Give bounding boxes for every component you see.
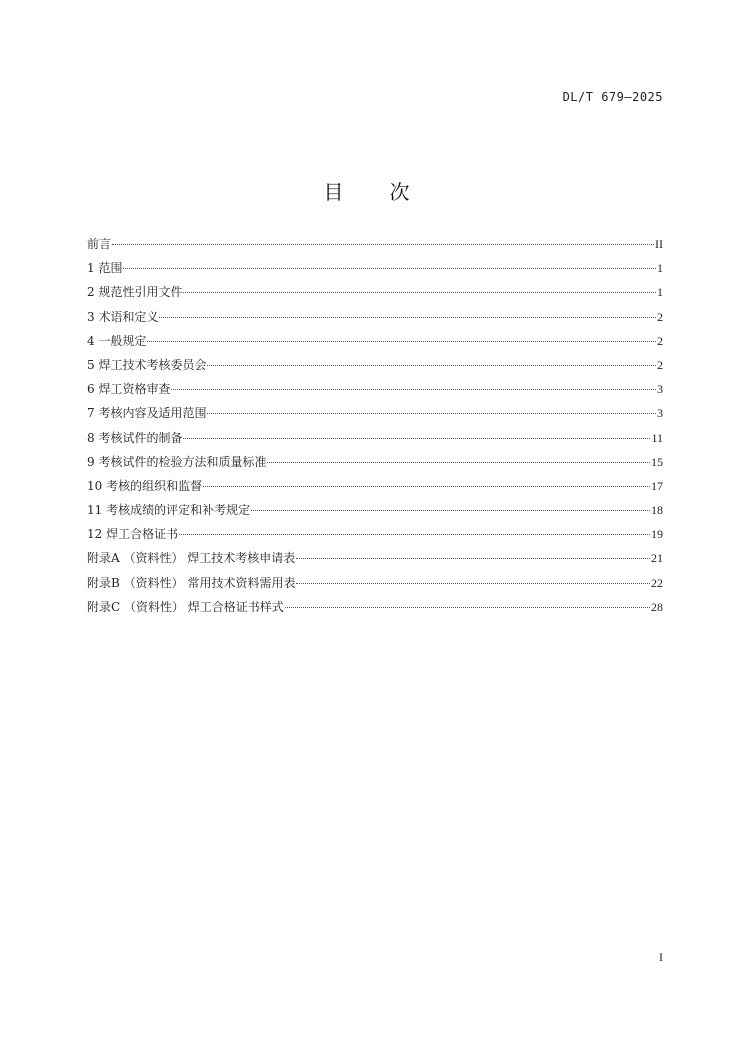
toc-entry[interactable] — [87, 548, 663, 572]
toc-entry[interactable] — [87, 379, 663, 403]
toc-entry-label: 6 焊工资格审查 — [87, 382, 171, 397]
toc-entry[interactable] — [87, 331, 663, 355]
toc-entry[interactable] — [87, 476, 663, 500]
toc-entry-label: 10 考核的组织和监督 — [87, 478, 203, 493]
toc-entry-page: 18 — [651, 503, 663, 518]
dot-leader — [285, 607, 650, 608]
toc-entry-label: 7 考核内容及适用范围 — [87, 406, 207, 421]
dot-leader — [159, 317, 656, 318]
document-code: DL/T 679—2025 — [562, 90, 663, 104]
toc-entry[interactable] — [87, 403, 663, 427]
page-title — [0, 176, 733, 205]
dot-leader — [267, 462, 650, 463]
dot-leader — [179, 534, 650, 535]
dot-leader — [207, 365, 656, 366]
toc-entry[interactable] — [87, 355, 663, 379]
toc-entry[interactable] — [87, 234, 663, 258]
dot-leader — [171, 389, 656, 390]
toc-entry-page: 22 — [651, 575, 663, 590]
toc-entry-page: II — [655, 237, 663, 251]
toc-entry-label: 8 考核试件的制备 — [87, 430, 183, 445]
toc-entry[interactable] — [87, 258, 663, 282]
toc-entry[interactable] — [87, 307, 663, 331]
toc-entry[interactable] — [87, 428, 663, 452]
toc-entry-page: 2 — [657, 309, 663, 324]
toc-entry-label: 附录A （资料性） 焊工技术考核申请表 — [87, 551, 296, 566]
toc-entry-page: 19 — [651, 527, 663, 542]
toc-entry-page: 3 — [657, 382, 663, 397]
toc-entry-page: 11 — [651, 430, 663, 445]
dot-leader — [296, 558, 650, 559]
dot-leader — [112, 244, 654, 245]
toc-entry-page: 2 — [657, 357, 663, 372]
toc-entry-label: 附录C （资料性） 焊工合格证书样式 — [87, 599, 284, 614]
toc-entry-label: 5 焊工技术考核委员会 — [87, 357, 207, 372]
dot-leader — [207, 413, 656, 414]
toc-entry-page: 1 — [657, 261, 663, 276]
dot-leader — [147, 341, 656, 342]
toc-entry-label: 附录B （资料性） 常用技术资料需用表 — [87, 575, 296, 590]
toc-entry-label: 9 考核试件的检验方法和质量标准 — [87, 454, 267, 469]
toc-entry-page: 1 — [657, 285, 663, 300]
dot-leader — [183, 438, 650, 439]
toc-entry-page: 21 — [651, 551, 663, 566]
toc-entry[interactable] — [87, 524, 663, 548]
dot-leader — [251, 510, 650, 511]
page-title-char-2: 次 — [389, 180, 410, 204]
toc-entry-label: 1 范围 — [87, 261, 123, 276]
dot-leader — [296, 583, 650, 584]
toc-entry-label: 11 考核成绩的评定和补考规定 — [87, 503, 251, 518]
page-title-char-1: 目 — [323, 180, 344, 204]
toc-entry-label: 4 一般规定 — [87, 333, 147, 348]
toc-entry[interactable] — [87, 282, 663, 306]
toc-entry[interactable] — [87, 573, 663, 597]
table-of-contents — [87, 234, 663, 621]
toc-entry-page: 17 — [651, 478, 663, 493]
dot-leader — [203, 486, 650, 487]
toc-entry[interactable] — [87, 597, 663, 621]
toc-entry-page: 2 — [657, 333, 663, 348]
toc-entry-page: 15 — [651, 454, 663, 469]
toc-entry-page: 3 — [657, 406, 663, 421]
toc-entry-label: 2 规范性引用文件 — [87, 285, 183, 300]
toc-entry-label: 12 焊工合格证书 — [87, 527, 179, 542]
toc-entry[interactable] — [87, 500, 663, 524]
toc-entry-label: 3 术语和定义 — [87, 309, 159, 324]
toc-entry-page: 28 — [651, 599, 663, 614]
dot-leader — [123, 268, 656, 269]
page-number: I — [659, 950, 663, 964]
toc-entry-label: 前言 — [87, 237, 112, 251]
dot-leader — [183, 292, 656, 293]
toc-entry[interactable] — [87, 452, 663, 476]
